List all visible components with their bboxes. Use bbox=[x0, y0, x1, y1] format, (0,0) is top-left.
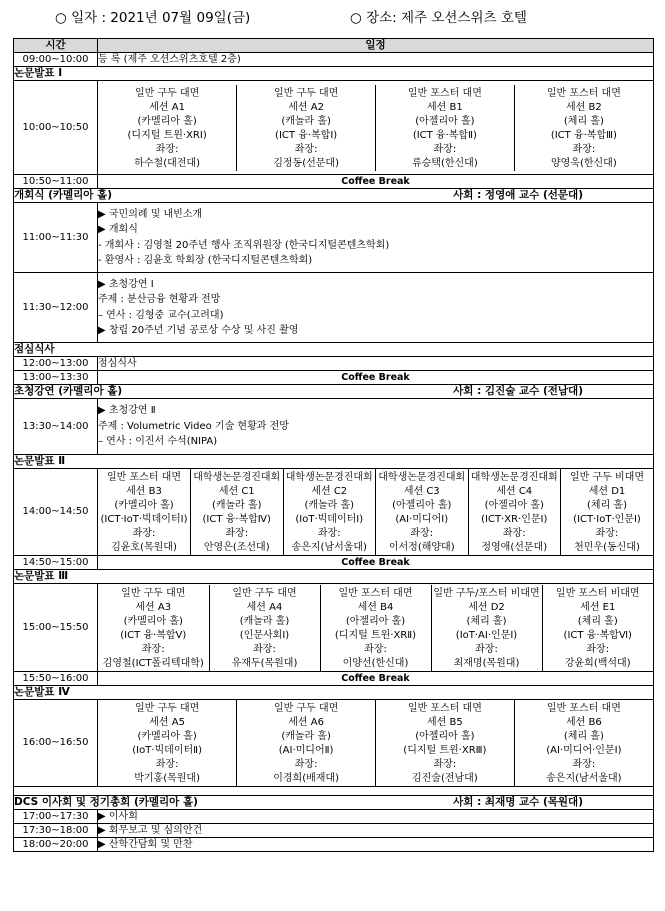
coffee-break-time-1: 10:50~11:00 bbox=[14, 175, 98, 189]
coffee-break-time-4: 15:50~16:00 bbox=[14, 672, 98, 686]
session-line: 일반 포스터 대면 bbox=[407, 87, 482, 99]
gap-row bbox=[14, 787, 654, 796]
session-line: 일반 포스터 대면 bbox=[338, 587, 413, 599]
coffee-break-row-3 bbox=[14, 556, 654, 570]
detail-line: – 연사 : 이진서 수석(NIPA) bbox=[98, 436, 218, 448]
session-line: 좌장: bbox=[155, 143, 179, 155]
coffee-break-row-1 bbox=[14, 175, 654, 189]
session-line: 세션 A1 bbox=[149, 101, 185, 113]
session-line: 일반 포스터 대면 bbox=[546, 87, 621, 99]
session-cell bbox=[191, 469, 284, 555]
keynote2-row bbox=[14, 399, 654, 455]
session-cell bbox=[237, 700, 376, 786]
session-line: 좌장: bbox=[155, 759, 179, 770]
session-line: (ICT 융·복합Ⅴ) bbox=[120, 629, 187, 641]
section-title-paper2: 논문발표 Ⅱ bbox=[14, 455, 654, 469]
dcs-row-1 bbox=[14, 810, 654, 824]
session-line: (ICT 융·복합Ⅰ) bbox=[275, 129, 338, 141]
session-line: (캐놀라 홀) bbox=[211, 500, 262, 511]
session-line: 일반 구두 비대면 bbox=[570, 472, 644, 483]
session-line: (IoT·빅데이터Ⅰ) bbox=[295, 514, 364, 525]
session-line: 좌장: bbox=[595, 528, 619, 539]
paper4-sessions-row bbox=[14, 700, 654, 787]
session-line: (AI·미디어·인문Ⅰ) bbox=[546, 745, 622, 756]
coffee-break-row-2 bbox=[14, 371, 654, 385]
detail-line: – 연사 : 김형중 교수(고려대) bbox=[98, 309, 224, 321]
paper4-session-grid bbox=[98, 700, 653, 786]
opening-ceremony-row bbox=[14, 203, 654, 273]
section-gap bbox=[14, 787, 654, 796]
session-line: (ICT 융·복합Ⅳ) bbox=[202, 514, 271, 525]
session-line: 이양선(한신대) bbox=[342, 657, 409, 669]
session-cell bbox=[561, 469, 654, 555]
event-date: ○ 일자 : 2021년 07월 09일(금) bbox=[55, 10, 251, 26]
session-line: 좌장: bbox=[502, 528, 526, 539]
dcs-time-2: 17:30~18:00 bbox=[14, 824, 98, 838]
lunch-row bbox=[14, 357, 654, 371]
session-line: 양영욱(한신대) bbox=[550, 157, 617, 169]
session-line: 세션 C3 bbox=[403, 486, 440, 497]
session-cell bbox=[209, 585, 320, 671]
paper1-session-grid bbox=[98, 85, 653, 171]
session-line: 좌장: bbox=[132, 528, 156, 539]
paper1-sessions-row bbox=[14, 81, 654, 175]
session-line: (아젤리아 홀) bbox=[345, 615, 406, 627]
detail-line: - 환영사 : 김윤호 학회장 (한국디지털콘텐츠학회) bbox=[98, 255, 313, 266]
session-cell bbox=[542, 585, 653, 671]
dcs-row-2 bbox=[14, 824, 654, 838]
session-cell bbox=[98, 85, 237, 171]
session-line: 일반 포스터 대면 bbox=[107, 472, 181, 483]
detail-line: ▶ 국민의례 및 내빈소개 bbox=[98, 208, 203, 220]
session-line: (카멜리아 홀) bbox=[137, 115, 197, 127]
session-line: 세션 B2 bbox=[566, 101, 602, 113]
paper1-sessions-cell bbox=[98, 81, 654, 175]
paper3-sessions-cell bbox=[98, 584, 654, 672]
dcs-item-2: ▶ 회무보고 및 심의안건 bbox=[98, 824, 654, 838]
session-line: (아젤리아 홀) bbox=[392, 500, 452, 511]
section-title-lunch: 점심식사 bbox=[14, 343, 654, 357]
opening-details bbox=[98, 203, 654, 273]
session-cell bbox=[283, 469, 376, 555]
session-line: 일반 포스터 대면 bbox=[407, 703, 482, 714]
session-cell bbox=[431, 585, 542, 671]
session-line: 김윤호(목원대) bbox=[111, 542, 177, 553]
session-line: (아젤리아 홀) bbox=[484, 500, 544, 511]
session-line: 대학생논문경진대회 bbox=[193, 472, 281, 483]
session-line: (체리 홀) bbox=[577, 615, 618, 627]
session-line: (ICT 융·복합Ⅱ) bbox=[412, 129, 477, 141]
table-header-row bbox=[14, 39, 654, 53]
paper4-sessions-cell bbox=[98, 700, 654, 787]
paper3-sessions-row bbox=[14, 584, 654, 672]
session-line: 좌장: bbox=[433, 143, 457, 155]
coffee-break-row-4 bbox=[14, 672, 654, 686]
session-line: (IoT·빅데이터Ⅱ) bbox=[132, 745, 202, 756]
coffee-break-label-1: Coffee Break bbox=[98, 175, 654, 189]
session-line: 일반 구두/포스터 비대면 bbox=[433, 587, 540, 599]
moderator-dcs: 사회 : 최재명 교수 (목원대) bbox=[453, 796, 583, 809]
session-line: 천민우(동신대) bbox=[574, 542, 640, 553]
session-line: (ICT·IoT·빅데이터Ⅰ) bbox=[100, 514, 188, 525]
session-line: 좌장: bbox=[225, 528, 249, 539]
session-cell bbox=[98, 469, 191, 555]
session-line: 일반 구두 대면 bbox=[232, 587, 297, 599]
session-line: 대학생논문경진대회 bbox=[285, 472, 373, 483]
session-line: (체리 홀) bbox=[587, 500, 627, 511]
session-line: 안영은(조선대) bbox=[203, 542, 270, 553]
detail-line: 주제 : 분산금융 현황과 전망 bbox=[98, 294, 221, 305]
session-line: 류승택(한신대) bbox=[411, 157, 478, 169]
paper4-time: 16:00~16:50 bbox=[14, 700, 98, 787]
session-line: 좌장: bbox=[586, 643, 610, 655]
session-line: (ICT 융·복합Ⅵ) bbox=[563, 629, 632, 641]
dcs-item-3: ▶ 산학간담회 및 만찬 bbox=[98, 838, 654, 852]
session-line: (IoT·AI·인문Ⅰ) bbox=[455, 629, 518, 641]
session-line: 송은지(남서울대) bbox=[291, 542, 367, 553]
session-line: 세션 B1 bbox=[427, 101, 463, 113]
session-cell bbox=[320, 585, 431, 671]
coffee-break-label-4: Coffee Break bbox=[98, 672, 654, 686]
session-line: 세션 A5 bbox=[149, 717, 185, 728]
schedule-column-header: 일정 bbox=[98, 39, 654, 53]
session-line: 좌장: bbox=[364, 643, 387, 655]
paper2-sessions-row bbox=[14, 469, 654, 556]
session-line: 대학생논문경진대회 bbox=[378, 472, 466, 483]
session-cell bbox=[514, 700, 653, 786]
detail-line: ▶ 초청강연 Ⅱ bbox=[98, 405, 156, 417]
registration-row bbox=[14, 53, 654, 67]
session-line: 좌장: bbox=[294, 759, 318, 770]
session-line: 정영애(선문대) bbox=[481, 542, 548, 553]
session-cell bbox=[376, 700, 515, 786]
coffee-break-label-2: Coffee Break bbox=[98, 371, 654, 385]
keynote1-details bbox=[98, 273, 654, 343]
session-line: (체리 홀) bbox=[563, 115, 604, 127]
session-cell bbox=[514, 85, 653, 171]
section-title-paper3: 논문발표 Ⅲ bbox=[14, 570, 654, 584]
session-line: (체리 홀) bbox=[563, 731, 604, 742]
section-paper2-row bbox=[14, 455, 654, 469]
session-line: 세션 D1 bbox=[588, 486, 626, 497]
session-line: 일반 구두 대면 bbox=[134, 87, 200, 99]
section-paper3-row bbox=[14, 570, 654, 584]
session-line: 세션 E1 bbox=[580, 601, 616, 613]
keynote2-details bbox=[98, 399, 654, 455]
session-cell bbox=[468, 469, 561, 555]
paper3-session-grid bbox=[98, 585, 653, 671]
coffee-break-time-3: 14:50~15:00 bbox=[14, 556, 98, 570]
paper2-session-grid bbox=[98, 469, 653, 555]
lunch-text: 점심식사 bbox=[98, 357, 654, 371]
session-line: (AI·미디어Ⅰ) bbox=[395, 514, 449, 525]
section-title-dcs: DCS 이사회 및 정기총회 (카멜리아 홀) bbox=[14, 796, 198, 809]
event-venue: ○ 장소: 제주 오션스위츠 호텔 bbox=[350, 10, 527, 26]
session-line: 일반 구두 대면 bbox=[273, 87, 339, 99]
session-line: 일반 구두 대면 bbox=[134, 703, 200, 714]
session-line: 유재두(목원대) bbox=[231, 657, 298, 669]
session-line: 세션 C1 bbox=[218, 486, 255, 497]
time-column-header: 시간 bbox=[14, 39, 98, 53]
section-title-opening: 개회식 (카멜리아 홀) bbox=[14, 189, 113, 202]
session-line: 세션 C2 bbox=[311, 486, 348, 497]
session-line: 이경희(배재대) bbox=[273, 773, 339, 784]
session-line: 좌장: bbox=[294, 143, 318, 155]
session-line: 세션 C4 bbox=[496, 486, 533, 497]
session-line: 세션 B5 bbox=[427, 717, 463, 728]
session-line: 세션 A3 bbox=[135, 601, 172, 613]
session-line: (아젤리아 홀) bbox=[415, 731, 475, 742]
registration-time: 09:00~10:00 bbox=[14, 53, 98, 67]
section-dcs-row bbox=[14, 796, 654, 810]
session-line: (체리 홀) bbox=[466, 615, 507, 627]
session-line: 좌장: bbox=[572, 759, 596, 770]
session-line: (카멜리아 홀) bbox=[137, 731, 197, 742]
session-line: 세션 A6 bbox=[288, 717, 324, 728]
session-line: (디지털 트윈·XRⅠ) bbox=[127, 129, 207, 141]
detail-line: ▶ 창립 20주년 기념 공로상 수상 및 사진 촬영 bbox=[98, 325, 299, 336]
session-line: 좌장: bbox=[475, 643, 498, 655]
paper3-time: 15:00~15:50 bbox=[14, 584, 98, 672]
session-line: (카멜리아 홀) bbox=[123, 615, 183, 627]
keynote1-row bbox=[14, 273, 654, 343]
session-line: (캐놀라 홀) bbox=[281, 115, 331, 127]
session-line: 대학생논문경진대회 bbox=[470, 472, 558, 483]
section-title-paper4: 논문발표 Ⅳ bbox=[14, 686, 654, 700]
session-line: (인문사회Ⅰ) bbox=[239, 629, 290, 641]
session-line: (디지털 트윈·XRⅢ) bbox=[403, 745, 487, 756]
paper2-sessions-cell bbox=[98, 469, 654, 556]
session-line: (아젤리아 홀) bbox=[415, 115, 475, 127]
schedule-table bbox=[13, 38, 654, 852]
session-line: 일반 포스터 비대면 bbox=[555, 587, 640, 599]
session-line: (캐놀라 홀) bbox=[239, 615, 290, 627]
detail-line: - 개회사 : 김영철 20주년 행사 조직위원장 (한국디지털콘텐츠학회) bbox=[98, 239, 390, 251]
session-cell bbox=[376, 469, 469, 555]
session-line: 좌장: bbox=[317, 528, 341, 539]
session-line: (AI·미디어Ⅱ) bbox=[278, 745, 334, 756]
session-line: 세션 B6 bbox=[566, 717, 602, 728]
session-line: 세션 B4 bbox=[357, 601, 394, 613]
section-opening-row bbox=[14, 189, 654, 203]
dcs-time-3: 18:00~20:00 bbox=[14, 838, 98, 852]
session-line: 강윤희(백석대) bbox=[564, 657, 631, 669]
session-line: 세션 D2 bbox=[468, 601, 505, 613]
session-line: 일반 구두 대면 bbox=[121, 587, 186, 599]
session-cell bbox=[98, 700, 237, 786]
session-line: 일반 포스터 대면 bbox=[546, 703, 621, 714]
session-line: 세션 A2 bbox=[288, 101, 324, 113]
session-line: (ICT 융·복합Ⅲ) bbox=[550, 129, 617, 141]
coffee-break-time-2: 13:00~13:30 bbox=[14, 371, 98, 385]
session-line: (ICT·IoT·인문Ⅰ) bbox=[573, 514, 641, 525]
opening-time-2: 11:30~12:00 bbox=[14, 273, 98, 343]
session-line: (카멜리아 홀) bbox=[114, 500, 174, 511]
lunch-time: 12:00~13:00 bbox=[14, 357, 98, 371]
section-title-paper1: 논문발표 Ⅰ bbox=[14, 67, 654, 81]
session-line: 좌장: bbox=[141, 643, 165, 655]
coffee-break-label-3: Coffee Break bbox=[98, 556, 654, 570]
session-line: 좌장: bbox=[433, 759, 457, 770]
session-line: 최재명(목원대) bbox=[453, 657, 520, 669]
session-line: (ICT·XR·인문Ⅰ) bbox=[481, 514, 548, 525]
paper1-time: 10:00~10:50 bbox=[14, 81, 98, 175]
section-paper4-row bbox=[14, 686, 654, 700]
session-line: 세션 A4 bbox=[246, 601, 283, 613]
session-line: 좌장: bbox=[410, 528, 434, 539]
session-line: (캐놀라 홀) bbox=[281, 731, 331, 742]
session-line: 박기홍(목원대) bbox=[134, 773, 200, 784]
session-line: 김진술(전남대) bbox=[411, 773, 478, 784]
session-line: (디지털 트윈·XRⅡ) bbox=[334, 629, 417, 641]
session-line: 좌장: bbox=[253, 643, 276, 655]
session-cell bbox=[376, 85, 515, 171]
registration-text: 등 록 (제주 오션스위츠호텔 2층) bbox=[98, 53, 654, 67]
section-lunch-row bbox=[14, 343, 654, 357]
session-line: 세션 B3 bbox=[126, 486, 162, 497]
section-title-keynote: 초청강연 (카멜리아 홀) bbox=[14, 385, 123, 398]
moderator-keynote: 사회 : 김진술 교수 (전남대) bbox=[453, 385, 583, 398]
detail-line: ▶ 초청강연 Ⅰ bbox=[98, 278, 154, 290]
session-line: (캐놀라 홀) bbox=[304, 500, 355, 511]
detail-line: 주제 : Volumetric Video 기술 현황과 전망 bbox=[98, 420, 289, 432]
session-line: 송은지(남서울대) bbox=[546, 773, 622, 784]
moderator-opening: 사회 : 정영애 교수 (선문대) bbox=[453, 189, 583, 202]
keynote-time: 13:30~14:00 bbox=[14, 399, 98, 455]
session-cell bbox=[98, 585, 209, 671]
session-line: 이서정(해양대) bbox=[388, 542, 455, 553]
dcs-row-3 bbox=[14, 838, 654, 852]
opening-time-1: 11:00~11:30 bbox=[14, 203, 98, 273]
session-line: 김정동(선문대) bbox=[273, 157, 339, 169]
section-keynote-row bbox=[14, 385, 654, 399]
session-line: 일반 구두 대면 bbox=[273, 703, 339, 714]
page-header bbox=[0, 6, 665, 26]
detail-line: ▶ 개회식 bbox=[98, 224, 138, 235]
section-paper1-row bbox=[14, 67, 654, 81]
session-line: 하수철(대전대) bbox=[134, 157, 200, 169]
dcs-time-1: 17:00~17:30 bbox=[14, 810, 98, 824]
paper2-time: 14:00~14:50 bbox=[14, 469, 98, 556]
session-line: 좌장: bbox=[572, 143, 596, 155]
session-cell bbox=[237, 85, 376, 171]
session-line: 김영철(ICT폴리텍대학) bbox=[102, 657, 204, 669]
dcs-item-1: ▶ 이사회 bbox=[98, 810, 654, 824]
